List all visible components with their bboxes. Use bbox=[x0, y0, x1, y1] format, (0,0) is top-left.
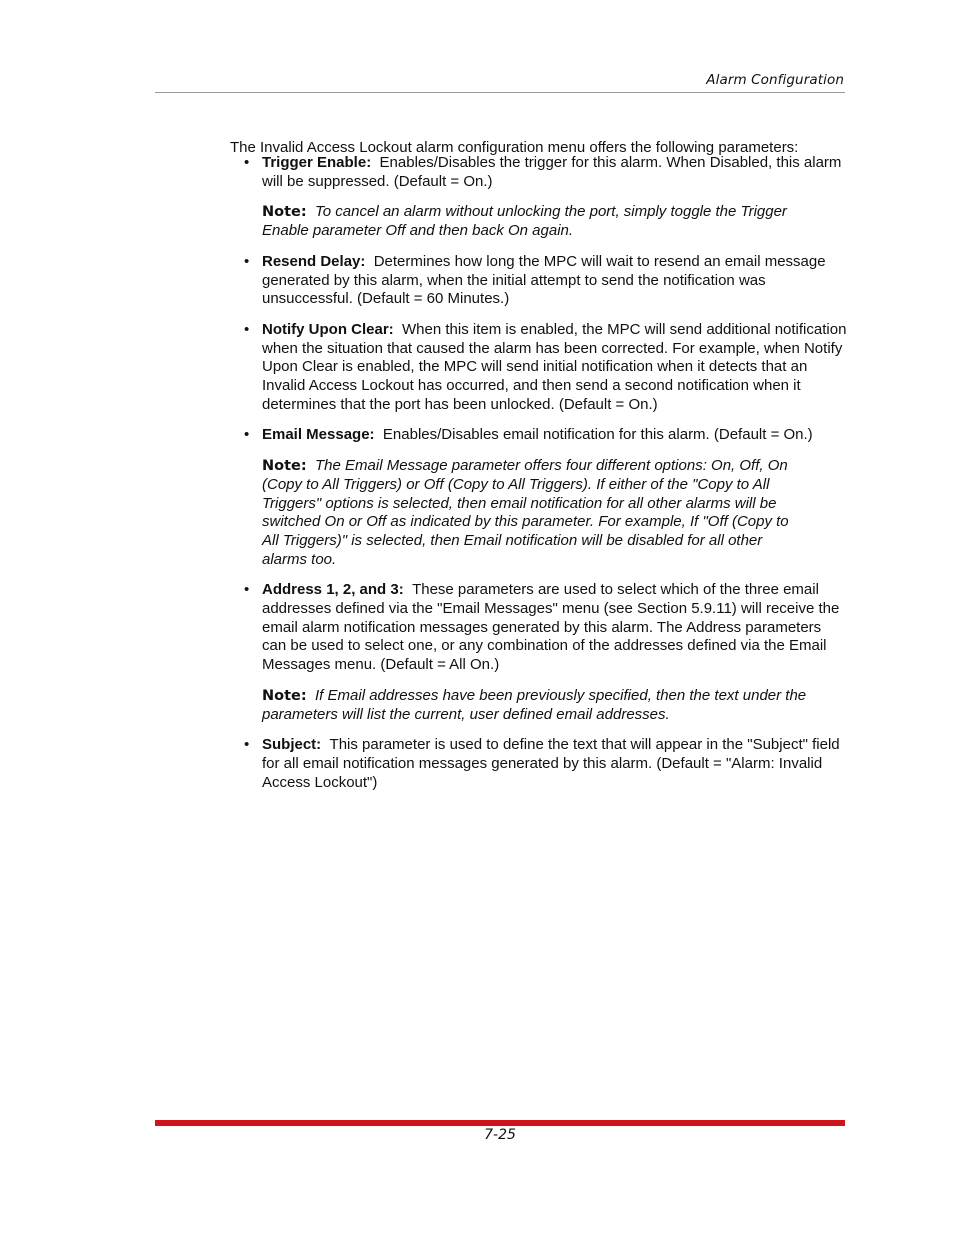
item-description: When this item is enabled, the MPC will send additional notification when the situation that caused the alarm has been corrected. For example, when Notify Upon Clear is enabled, the MPC will send initial notification when it detects that an Invalid Access Lockout has occurred, and then send a second notification when it determines that the port has been unlocked. (Default = On.) bbox=[262, 320, 847, 413]
parameter-list bbox=[240, 154, 848, 804]
note-block bbox=[262, 687, 848, 724]
list-item-address bbox=[240, 581, 848, 724]
note-label: Note: bbox=[262, 204, 307, 221]
term-label: Resend Delay: bbox=[262, 252, 366, 270]
list-item-notify-upon-clear bbox=[240, 321, 848, 415]
term-label: Trigger Enable: bbox=[262, 154, 372, 171]
running-header-title: Alarm Configuration bbox=[706, 72, 844, 88]
item-description: This parameter is used to define the text that will appear in the "Subject" field for all email notification messages generated by this alarm. (Default = "Alarm: Invalid Access Lockout") bbox=[262, 736, 840, 791]
list-item-subject bbox=[240, 736, 848, 792]
note-text: To cancel an alarm without unlocking the port, simply toggle the Trigger Enable parameter Off and then back On again. bbox=[262, 203, 787, 240]
list-item-email-message bbox=[240, 426, 848, 569]
header-divider bbox=[155, 92, 845, 93]
item-description: Determines how long the MPC will wait to resend an email message generated by this alarm, when the initial attempt to send the notification was unsuccessful. (Default = 60 Minutes.) bbox=[262, 252, 826, 308]
term-label: Email Message: bbox=[262, 426, 375, 444]
note-block bbox=[262, 203, 848, 240]
note-text: If Email addresses have been previously specified, then the text under the parameters will list the current, user defined email addresses. bbox=[262, 686, 807, 723]
list-item-trigger-enable bbox=[240, 154, 848, 241]
bullet-icon: • bbox=[244, 252, 250, 270]
term-label: Address 1, 2, and 3: bbox=[262, 581, 404, 599]
item-description: These parameters are used to select which of the three email addresses defined via the "Email Messages" menu (see Section 5.9.11) will receive the email alarm notification messages generated by this alarm. The Address parameters can be used to select one, or any combination of the addresses defined via the Email Messages menu. (Default = All On.) bbox=[262, 581, 840, 674]
note-label: Note: bbox=[262, 687, 307, 704]
term-label: Subject: bbox=[262, 736, 322, 754]
bullet-icon: • bbox=[244, 426, 250, 444]
term-label: Notify Upon Clear: bbox=[262, 320, 394, 338]
intro-paragraph: The Invalid Access Lockout alarm configuration menu offers the following parameters: bbox=[230, 139, 799, 156]
bullet-icon: • bbox=[244, 154, 250, 171]
item-description: Enables/Disables email notification for this alarm. (Default = On.) bbox=[382, 426, 813, 444]
bullet-icon: • bbox=[244, 581, 250, 599]
bullet-icon: • bbox=[244, 320, 250, 338]
bullet-icon: • bbox=[244, 736, 250, 754]
item-description: Enables/Disables the trigger for this alarm. When Disabled, this alarm will be suppressed. (Default = On.) bbox=[262, 154, 842, 190]
list-item-resend-delay bbox=[240, 253, 848, 309]
note-label: Note: bbox=[262, 458, 307, 475]
note-block bbox=[262, 457, 848, 569]
note-text: The Email Message parameter offers four different options: On, Off, On (Copy to All Triggers) or Off (Copy to All Triggers). If either of the "Copy to All Triggers" options is selected, then email notification for all other alarms will be switched On or Off as indicated by this parameter. For example, If "Off (Copy to All Triggers)" is selected, then Email notification will be disabled for all other alarms too. bbox=[262, 457, 789, 568]
page-number: 7-25 bbox=[484, 1127, 516, 1143]
footer-red-rule bbox=[155, 1120, 845, 1126]
